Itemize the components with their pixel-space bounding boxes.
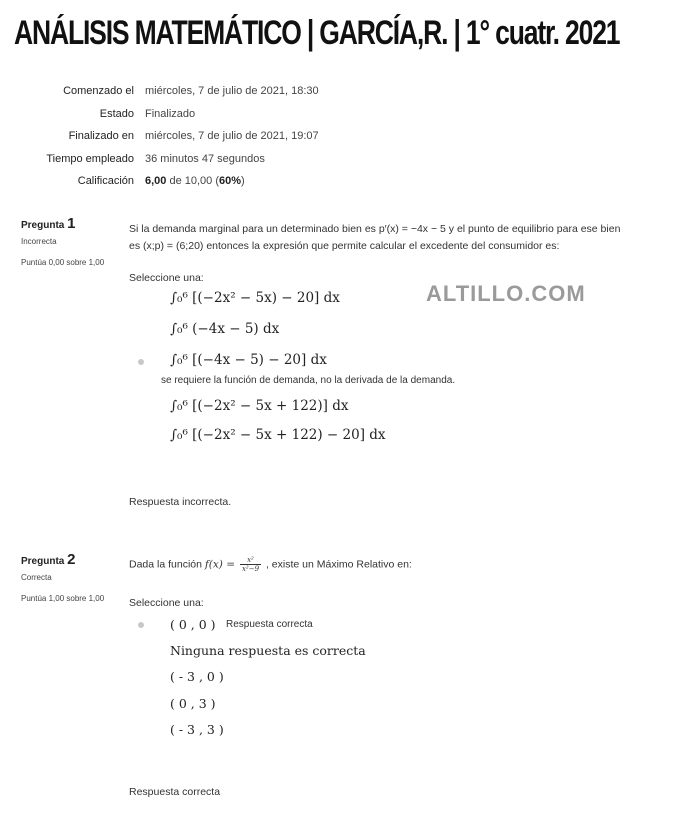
grade-close: ) — [241, 175, 245, 187]
summary-label: Comenzado el — [63, 85, 134, 97]
question-text: , existe un Máximo Relativo en: — [265, 558, 412, 571]
grade-score: 6,00 — [145, 175, 167, 187]
question-points: Puntúa 0,00 sobre 1,00 — [21, 258, 105, 267]
summary-label: Finalizado en — [68, 130, 134, 142]
question-number-value: 1 — [67, 215, 76, 232]
question-number — [21, 552, 121, 569]
grade-of: de 10,00 ( — [166, 175, 220, 187]
answer-option-selected[interactable]: ( 0 , 0 ) — [170, 617, 216, 632]
function-fraction — [240, 556, 261, 573]
grade-value — [145, 174, 245, 197]
question-1-result: Respuesta incorrecta. — [129, 496, 232, 508]
question-text: Dada la función — [129, 558, 205, 571]
answer-option[interactable]: ( 0 , 3 ) — [170, 696, 216, 711]
summary-row-finished — [0, 129, 420, 152]
answer-option[interactable]: ∫₀⁶ [(−2x² − 5x + 122) − 20] dx — [170, 427, 386, 443]
summary-value: miércoles, 7 de julio de 2021, 18:30 — [145, 85, 319, 97]
question-number-value: 2 — [67, 551, 76, 568]
summary-label: Calificación — [77, 175, 134, 187]
summary-value: Finalizado — [145, 107, 196, 120]
summary-row-grade — [0, 174, 420, 197]
radio-selected-icon[interactable] — [138, 622, 144, 628]
watermark: ALTILLO.COM — [426, 281, 586, 306]
question-2-prompt: Seleccione una: — [129, 597, 204, 609]
summary-value: 36 minutos 47 segundos — [145, 152, 265, 165]
question-points: Puntúa 1,00 sobre 1,00 — [21, 594, 105, 603]
question-text-line: es (x;p) = (6;20) entonces la expresión que permite calcular el excedente del consumidor es: — [129, 240, 560, 252]
grade-percent: 60% — [219, 175, 242, 187]
answer-option[interactable]: ∫₀⁶ [(−2x² − 5x + 122)] dx — [170, 398, 349, 414]
summary-row-started — [0, 84, 420, 107]
question-2-result: Respuesta correcta — [129, 786, 221, 798]
answer-option[interactable]: Ninguna respuesta es correcta — [170, 643, 366, 658]
summary-label: Tiempo empleado — [46, 152, 134, 165]
option-feedback: se requiere la función de demanda, no la derivada de la demanda. — [161, 375, 456, 386]
question-1-text — [129, 221, 689, 255]
summary-label: Estado — [99, 107, 134, 120]
summary-row-time — [0, 152, 420, 175]
fraction-numerator: x² — [240, 556, 261, 565]
question-2-info — [21, 552, 121, 606]
answer-option-selected[interactable]: ∫₀⁶ [(−4x − 5) − 20] dx — [170, 352, 327, 368]
answer-option[interactable]: ( - 3 , 3 ) — [170, 722, 224, 737]
question-1-info — [21, 216, 121, 270]
option-feedback: Respuesta correcta — [226, 619, 313, 630]
answer-option[interactable]: ∫₀⁶ (−4x − 5) dx — [170, 321, 280, 337]
function-expression: f(x) = — [204, 558, 236, 571]
question-2-text — [129, 556, 412, 573]
question-number — [21, 216, 121, 233]
answer-option[interactable]: ( - 3 , 0 ) — [170, 669, 224, 684]
page-title: ANÁLISIS MATEMÁTICO | GARCÍA,R. | 1° cuatr. 2021 — [14, 14, 620, 52]
answer-option[interactable]: ∫₀⁶ [(−2x² − 5x) − 20] dx — [170, 290, 340, 306]
question-state: Correcta — [21, 573, 52, 582]
question-text-line: Si la demanda marginal para un determinado bien es p′(x) = −4x − 5 y el punto de equilibrio para ese bien — [129, 223, 621, 235]
question-label: Pregunta — [21, 556, 65, 567]
attempt-summary — [0, 84, 420, 197]
fraction-denominator: x²−9 — [241, 565, 260, 573]
summary-value: miércoles, 7 de julio de 2021, 19:07 — [145, 130, 319, 142]
question-1-prompt: Seleccione una: — [129, 272, 204, 284]
question-label: Pregunta — [21, 220, 65, 231]
radio-selected-icon[interactable] — [138, 359, 144, 365]
summary-row-state — [0, 107, 420, 130]
question-state: Incorrecta — [21, 237, 57, 246]
